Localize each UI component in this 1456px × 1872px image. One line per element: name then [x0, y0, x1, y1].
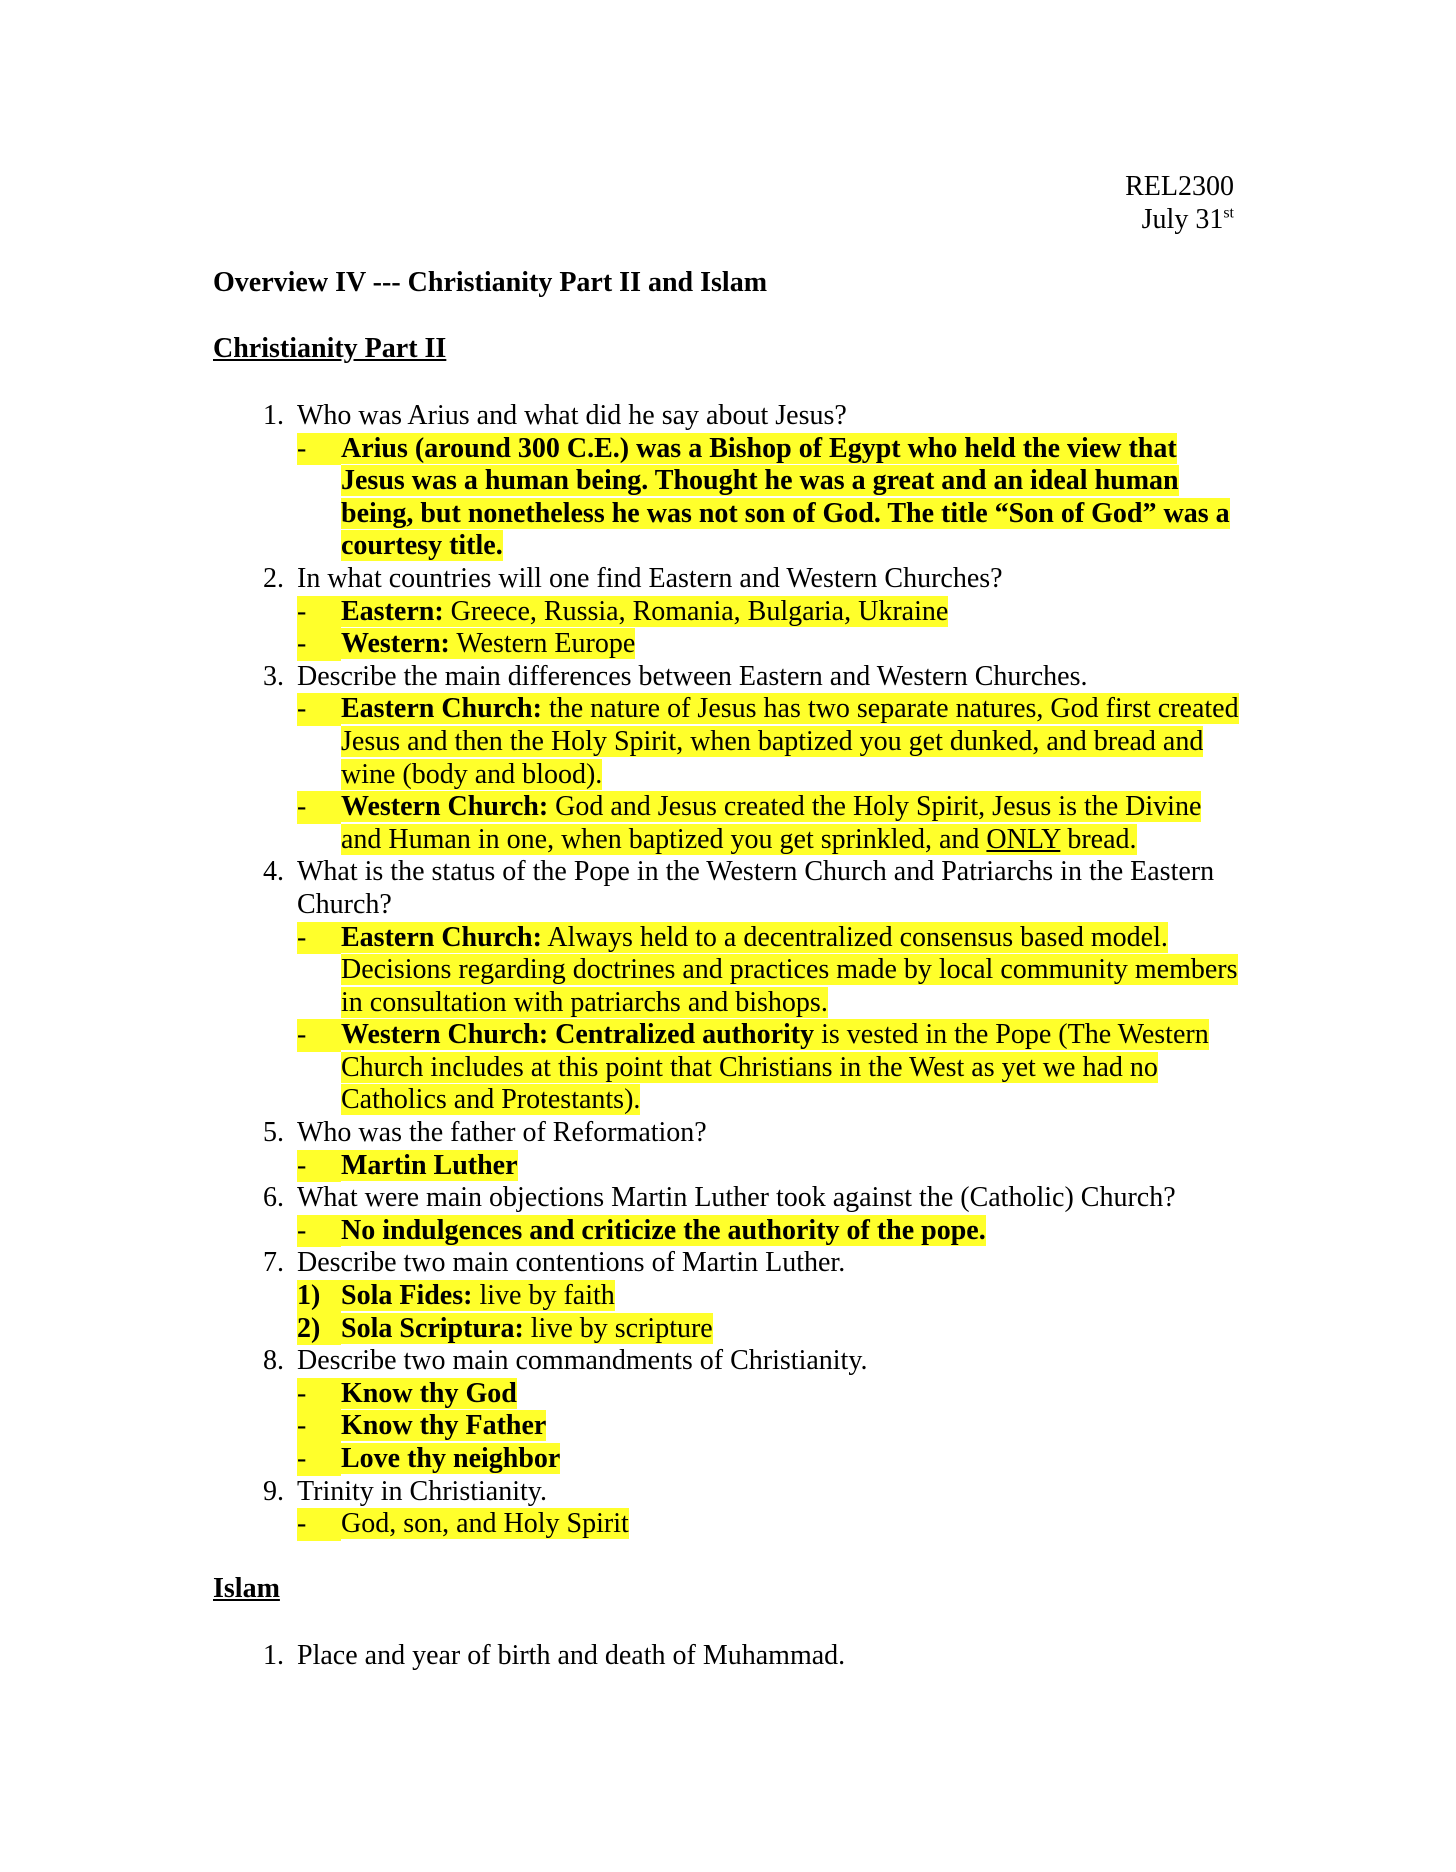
answer: [297, 922, 1243, 1020]
answer-text: God and Jesus created the Holy Spirit, Jesus is the Divine and Human in one, when baptized you get sprinkled, and: [341, 791, 1202, 855]
date: July 31st: [1141, 204, 1234, 235]
dash-marker: -: [297, 1410, 341, 1443]
answer: [297, 1378, 1243, 1411]
question-text: Who was Arius and what did he say about Jesus?: [297, 400, 847, 431]
question-9: 9. Trinity in Christianity. - God, son, and Holy Spirit: [213, 1476, 1243, 1541]
dash-marker: -: [297, 1150, 341, 1183]
answer: [297, 1215, 1243, 1248]
answer-text: No indulgences and criticize the authority of the pope.: [341, 1214, 986, 1246]
answer-label: Western:: [341, 628, 450, 660]
answer: [297, 628, 1243, 661]
answer-text: Love thy neighbor: [341, 1443, 561, 1474]
dash-marker: -: [297, 433, 341, 466]
question-2: 2. In what countries will one find Eastern and Western Churches? - Eastern: Greece, Russia, Romania, Bulgaria, Ukraine - Western: Western Europe: [213, 563, 1243, 661]
question-text: What is the status of the Pope in the Western Church and Patriarchs in the Eastern Church?: [297, 856, 1215, 920]
answer: [297, 1443, 1243, 1476]
answer-text: live by faith: [472, 1280, 615, 1312]
answer-text: Western Europe: [449, 628, 636, 660]
document-title: Overview IV --- Christianity Part II and Islam: [213, 267, 768, 298]
answer-text: Greece, Russia, Romania, Bulgaria, Ukraine: [443, 595, 949, 627]
answer: [297, 1019, 1243, 1117]
answer-label: Western Church:: [341, 791, 549, 823]
dash-marker: -: [297, 596, 341, 629]
dash-marker: -: [297, 1215, 341, 1248]
answer-text: God, son, and Holy Spirit: [341, 1508, 629, 1540]
answer-text-end: bread.: [1060, 823, 1137, 855]
question-8: 8. Describe two main commandments of Christianity. - Know thy God - Know thy Father - Love thy neighbor: [213, 1345, 1243, 1475]
question-text: Describe two main contentions of Martin Luther.: [297, 1247, 846, 1279]
question-text: Who was the father of Reformation?: [297, 1117, 707, 1149]
answer: [297, 596, 1243, 629]
answer-label: Sola Scriptura:: [341, 1312, 524, 1344]
dash-marker: -: [297, 628, 341, 661]
section-heading-islam: Islam: [213, 1573, 280, 1604]
dash-marker: -: [297, 791, 341, 824]
question-text: Describe the main differences between Eastern and Western Churches.: [297, 660, 1088, 692]
question-text: In what countries will one find Eastern and Western Churches?: [297, 562, 1003, 594]
course-header: [1125, 170, 1234, 236]
answer: [297, 1508, 1243, 1541]
answer-text: live by scripture: [523, 1312, 713, 1344]
answer-text: Know thy Father: [341, 1410, 547, 1442]
question-text: Place and year of birth and death of Muhammad.: [297, 1640, 846, 1671]
question-3: 3. Describe the main differences between Eastern and Western Churches. - Eastern Church: the nature of Jesus has two separate natures, God first created Jesus and then the Holy Spirit, when baptized you get dunked, and bread and wine (body and blood). - Western Church: God and Jesus created the Holy Spirit, Jesus is the Divine and Human in one, when baptized you get sprinkled, and ONLY bread.: [213, 661, 1243, 857]
dash-marker: -: [297, 1443, 341, 1476]
answer-text: Martin Luther: [341, 1149, 518, 1181]
christianity-question-list: [213, 400, 1243, 1541]
emphasis-underline: ONLY: [986, 823, 1061, 855]
answer: [297, 1410, 1243, 1443]
answer-label: Western Church: Centralized authority: [341, 1019, 815, 1051]
answer-label: Eastern Church:: [341, 693, 542, 725]
question-6: 6. What were main objections Martin Luther took against the (Catholic) Church? - No indulgences and criticize the authority of the pope.: [213, 1182, 1243, 1247]
answer: [297, 1313, 1243, 1346]
question-5: 5. Who was the father of Reformation? - Martin Luther: [213, 1117, 1243, 1182]
section-heading-christianity: Christianity Part II: [213, 333, 447, 364]
question-text: Trinity in Christianity.: [297, 1475, 547, 1507]
dash-marker: -: [297, 1508, 341, 1541]
answer-label: Eastern:: [341, 595, 444, 627]
number-marker: 1): [297, 1280, 341, 1313]
answer: [297, 1150, 1243, 1183]
dash-marker: -: [297, 1378, 341, 1411]
islam-question-1: 1. Place and year of birth and death of Muhammad.: [213, 1640, 1243, 1673]
question-7: 7. Describe two main contentions of Martin Luther. 1) Sola Fides: live by faith 2) Sola Scriptura: live by scripture: [213, 1247, 1243, 1345]
answer: [297, 791, 1243, 856]
answer: [297, 433, 1243, 563]
answer-text: the nature of Jesus has two separate natures, God first created Jesus and then the Holy Spirit, when baptized you get dunked, and bread and wine (body and blood).: [341, 693, 1239, 790]
answer-text: Always held to a decentralized consensus based model. Decisions regarding doctrines and practices made by local community members in consultation with patriarchs and bishops.: [341, 921, 1238, 1018]
dash-marker: -: [297, 1019, 341, 1052]
question-text: What were main objections Martin Luther took against the (Catholic) Church?: [297, 1182, 1176, 1214]
question-4: 4. What is the status of the Pope in the Western Church and Patriarchs in the Eastern Church? - Eastern Church: Always held to a decentralized consensus based model. Decisions regarding doctrines and practices made by local community members in consultation with patriarchs and bishops. - Western Church: Centralized authority is vested in the Pope (The Western Church includes at this point that Christians in the West as yet we had no Catholics and Protestants).: [213, 856, 1243, 1117]
dash-marker: -: [297, 693, 341, 726]
answer-text: Know thy God: [341, 1377, 517, 1409]
answer-text: Arius (around 300 C.E.) was a Bishop of Egypt who held the view that Jesus was a human being. Thought he was a great and an ideal human being, but nonetheless he was not son of God. The title “Son of God” was a courtesy title.: [341, 432, 1230, 562]
question-text: Describe two main commandments of Christianity.: [297, 1345, 868, 1377]
answer: [297, 693, 1243, 791]
answer-text: is vested in the Pope (The Western Church includes at this point that Christians in the West as yet we had no Catholics and Protestants).: [341, 1019, 1209, 1116]
course-code: REL2300: [1125, 171, 1234, 202]
answer: [297, 1280, 1243, 1313]
answer-label: Eastern Church:: [341, 921, 542, 953]
question-1: 1. Who was Arius and what did he say about Jesus? - Arius (around 300 C.E.) was a Bishop of Egypt who held the view that Jesus was a human being. Thought he was a great and an ideal human being, but nonetheless he was not son of God. The title “Son of God” was a courtesy title.: [213, 400, 1243, 563]
dash-marker: -: [297, 922, 341, 955]
islam-question-list: [213, 1640, 1243, 1673]
number-marker: 2): [297, 1313, 341, 1346]
answer-label: Sola Fides:: [341, 1280, 473, 1312]
